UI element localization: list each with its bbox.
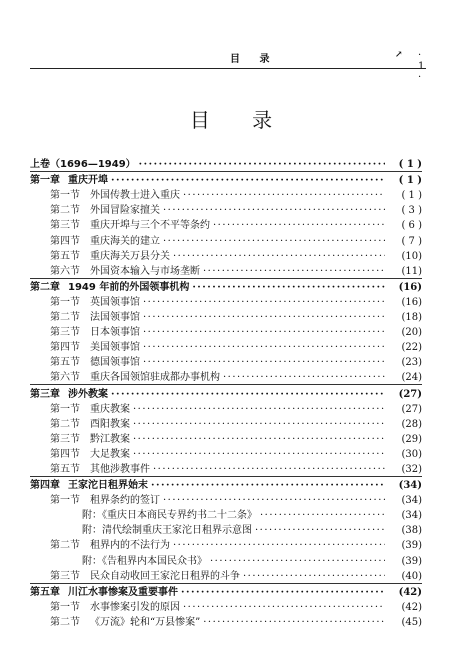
toc-section-number: 第三节 — [50, 570, 80, 582]
toc-section-number: 第五节 — [50, 357, 80, 369]
toc-entry-title: 租界条约的签订 — [90, 495, 160, 507]
toc-page-number: (10) — [401, 250, 422, 262]
toc-page-number: ( 1 ) — [398, 159, 422, 171]
toc-section-number: 第六节 — [50, 265, 80, 277]
toc-page-number: (16) — [401, 296, 422, 308]
toc-entry-label — [50, 495, 160, 507]
toc-entry[interactable] — [30, 568, 422, 583]
toc-section-number: 第五节 — [50, 463, 80, 475]
toc-entry-title: 重庆各国领馆驻成都办事机构 — [90, 372, 220, 384]
toc-section-number: 第五章 — [30, 586, 60, 598]
toc-section-number: 第三章 — [30, 388, 60, 400]
toc-leader-dots — [111, 390, 385, 401]
toc-section-number: 第六节 — [50, 372, 80, 384]
toc-entry-label — [50, 602, 180, 614]
pen-mark: ↗ — [395, 50, 403, 60]
toc-entry[interactable] — [30, 248, 422, 263]
toc-entry[interactable] — [30, 294, 422, 309]
toc-page-number: (34) — [401, 510, 422, 522]
toc-page-number: (32) — [401, 463, 422, 475]
toc-section-number: 第三节 — [50, 220, 80, 232]
toc-page-number: (24) — [401, 372, 422, 384]
running-header — [30, 50, 426, 83]
toc-entry-title: 上卷（1696—1949） — [30, 159, 136, 171]
toc-entry-label — [50, 404, 130, 416]
running-header-title: 目 录 — [230, 54, 278, 65]
toc-page-number: (39) — [401, 540, 422, 552]
toc-page-number: (16) — [398, 281, 422, 293]
toc-entry-label — [50, 342, 140, 354]
toc-entry[interactable] — [30, 552, 422, 567]
toc-entry-title: 重庆海关万县分关 — [90, 250, 170, 262]
toc-entry-title: 涉外教案 — [68, 388, 108, 400]
toc-entry[interactable] — [30, 537, 422, 552]
toc-section-number: 第二节 — [50, 616, 80, 628]
toc-entry[interactable] — [30, 522, 422, 537]
toc-section-number: 第二节 — [50, 418, 80, 430]
toc-entry[interactable] — [30, 431, 422, 446]
toc-entry[interactable] — [30, 384, 422, 400]
toc-entry-label — [30, 389, 108, 401]
toc-entry-title: 外国传教士进入重庆 — [90, 190, 180, 202]
toc-entry-title: 酉阳教案 — [90, 418, 130, 430]
toc-entry-title: 租界内的不法行为 — [90, 540, 170, 552]
toc-leader-dots — [143, 298, 385, 309]
toc-entry-title: 附：《告租界内本国民众书》 — [82, 555, 207, 567]
toc-entry[interactable] — [30, 507, 422, 522]
toc-entry-label — [82, 525, 252, 537]
toc-leader-dots — [183, 603, 385, 614]
toc-section-number: 第四节 — [50, 448, 80, 460]
toc-page-number: (45) — [401, 616, 422, 628]
toc-page-number: (38) — [401, 525, 422, 537]
toc-entry-title: 法国领事馆 — [90, 312, 140, 324]
toc-page-number: (11) — [401, 265, 422, 277]
toc-entry[interactable] — [30, 446, 422, 461]
toc-entry-label — [50, 372, 220, 384]
toc-page-number: ( 3 ) — [401, 205, 422, 217]
toc-entry-label — [50, 571, 240, 583]
toc-page-number: ( 1 ) — [401, 190, 422, 202]
toc-leader-dots — [133, 435, 385, 446]
toc-entry-title: 王家沱日租界始末 — [68, 480, 148, 492]
toc-entry[interactable] — [30, 309, 422, 324]
toc-entry-title: 大足教案 — [90, 448, 130, 460]
toc-leader-dots — [143, 313, 385, 324]
toc-leader-dots — [163, 237, 385, 248]
header-rule — [30, 68, 426, 69]
toc-entry-title: 重庆海关的建立 — [90, 235, 160, 247]
toc-leader-dots — [173, 541, 385, 552]
toc-entry[interactable] — [30, 171, 422, 187]
toc-page-number: (42) — [401, 601, 422, 613]
toc-section-number: 第一节 — [50, 190, 80, 202]
toc-entry-title: 川江水事惨案及重要事件 — [68, 586, 178, 598]
toc-page-number: (29) — [401, 433, 422, 445]
toc-leader-dots — [192, 283, 385, 294]
toc-entry-title: 日本领事馆 — [90, 327, 140, 339]
toc-entry-label — [30, 480, 148, 492]
toc-entry-label — [50, 327, 140, 339]
toc-page-number: (27) — [398, 388, 422, 400]
page-title: 目 录 — [189, 108, 291, 132]
toc-page-number: (34) — [401, 495, 422, 507]
toc-leader-dots — [133, 420, 385, 431]
toc-entry-label — [50, 220, 210, 232]
toc-page-number: ( 6 ) — [401, 220, 422, 232]
toc-page-number: (40) — [401, 570, 422, 582]
table-of-contents — [30, 156, 422, 629]
toc-entry[interactable] — [30, 263, 422, 278]
toc-entry-label — [82, 510, 257, 522]
toc-entry[interactable] — [30, 369, 422, 384]
toc-section-number: 第三节 — [50, 327, 80, 339]
toc-page-number: (42) — [398, 586, 422, 598]
toc-entry[interactable] — [30, 278, 422, 294]
toc-entry-title: 重庆开埠 — [68, 175, 108, 187]
toc-leader-dots — [210, 557, 385, 568]
toc-leader-dots — [183, 191, 385, 202]
toc-leader-dots — [143, 343, 385, 354]
toc-section-number: 第一章 — [30, 175, 60, 187]
toc-leader-dots — [260, 511, 385, 522]
toc-entry-label — [50, 434, 130, 446]
toc-entry-title: 黔江教案 — [90, 433, 130, 445]
toc-leader-dots — [153, 465, 385, 476]
toc-leader-dots — [111, 176, 385, 187]
toc-entry-title: 《万流》轮和“万县惨案” — [90, 616, 201, 628]
toc-entry-label — [30, 587, 178, 599]
toc-section-number: 第五节 — [50, 250, 80, 262]
toc-leader-dots — [255, 526, 385, 537]
toc-page-number: (34) — [398, 480, 422, 492]
toc-entry[interactable] — [30, 324, 422, 339]
toc-entry-label — [30, 159, 136, 171]
toc-entry[interactable] — [30, 232, 422, 247]
toc-entry[interactable] — [30, 416, 422, 431]
toc-entry-title: 重庆教案 — [90, 403, 130, 415]
toc-entry-title: 附：《重庆日本商民专界约书二十二条》 — [82, 510, 257, 522]
toc-leader-dots — [203, 267, 385, 278]
toc-leader-dots — [163, 206, 385, 217]
toc-entry-title: 附：清代绘制重庆王家沱日租界示意图 — [82, 525, 252, 537]
toc-entry-title: 重庆开埠与三个不平等条约 — [90, 220, 210, 232]
toc-page-number: ( 7 ) — [401, 235, 422, 247]
toc-entry[interactable] — [30, 476, 422, 492]
toc-section-number: 第四节 — [50, 235, 80, 247]
toc-entry-title: 外国冒险家擅关 — [90, 205, 160, 217]
toc-section-number: 第二节 — [50, 205, 80, 217]
toc-entry[interactable] — [30, 583, 422, 599]
toc-leader-dots — [133, 405, 385, 416]
toc-section-number: 第二章 — [30, 281, 60, 293]
toc-leader-dots — [213, 221, 385, 232]
toc-entry[interactable] — [30, 492, 422, 507]
toc-leader-dots — [143, 328, 385, 339]
toc-leader-dots — [133, 450, 385, 461]
toc-section-number: 第四节 — [50, 342, 80, 354]
toc-leader-dots — [173, 252, 385, 263]
toc-entry-label — [30, 282, 189, 294]
toc-entry-label — [50, 297, 140, 309]
toc-entry-label — [50, 266, 200, 278]
toc-section-number: 第四章 — [30, 480, 60, 492]
toc-entry[interactable] — [30, 599, 422, 614]
toc-entry-title: 美国领事馆 — [90, 342, 140, 354]
toc-entry-label — [50, 449, 130, 461]
toc-entry-label — [50, 357, 140, 369]
toc-entry[interactable] — [30, 156, 422, 171]
toc-page-number: (18) — [401, 312, 422, 324]
toc-entry[interactable] — [30, 354, 422, 369]
toc-page-number: (39) — [401, 555, 422, 567]
toc-entry[interactable] — [30, 614, 422, 629]
toc-leader-dots — [143, 358, 385, 369]
toc-entry-label — [50, 251, 170, 263]
toc-entry-label — [50, 190, 180, 202]
toc-entry-label — [50, 419, 130, 431]
toc-entry-label — [50, 464, 150, 476]
toc-entry-title: 水事惨案引发的原因 — [90, 601, 180, 613]
toc-entry-label — [50, 312, 140, 324]
toc-entry-title: 1949 年前的外国领事机构 — [68, 281, 190, 293]
toc-section-number: 第三节 — [50, 433, 80, 445]
toc-entry[interactable] — [30, 217, 422, 232]
toc-section-number: 第二节 — [50, 312, 80, 324]
toc-entry[interactable] — [30, 202, 422, 217]
toc-entry-label — [50, 236, 160, 248]
toc-entry[interactable] — [30, 187, 422, 202]
toc-page-number: (20) — [401, 327, 422, 339]
toc-entry-title: 其他涉教事件 — [90, 463, 150, 475]
toc-section-number: 第一节 — [50, 495, 80, 507]
toc-section-number: 第二节 — [50, 540, 80, 552]
toc-entry[interactable] — [30, 401, 422, 416]
page-number: · 1 · — [418, 50, 425, 83]
toc-entry-title: 英国领事馆 — [90, 296, 140, 308]
toc-leader-dots — [139, 160, 385, 171]
toc-leader-dots — [163, 496, 385, 507]
toc-page-number: (28) — [401, 418, 422, 430]
toc-leader-dots — [181, 588, 385, 599]
toc-entry-label — [50, 617, 200, 629]
toc-page-number: (30) — [401, 448, 422, 460]
toc-section-number: 第一节 — [50, 296, 80, 308]
toc-leader-dots — [151, 481, 385, 492]
toc-entry-title: 民众自动收回王家沱日租界的斗争 — [90, 570, 240, 582]
toc-entry-label — [50, 205, 160, 217]
toc-section-number: 第一节 — [50, 601, 80, 613]
toc-page-number: ( 1 ) — [398, 175, 422, 187]
toc-section-number: 第一节 — [50, 403, 80, 415]
toc-entry-label — [30, 175, 108, 187]
toc-page-number: (23) — [401, 357, 422, 369]
toc-leader-dots — [223, 373, 385, 384]
toc-page-number: (22) — [401, 342, 422, 354]
toc-entry-title: 外国资本输入与市场垄断 — [90, 265, 200, 277]
toc-entry-title: 德国领事馆 — [90, 357, 140, 369]
toc-entry-label — [82, 556, 207, 568]
toc-page-number: (27) — [401, 403, 422, 415]
toc-leader-dots — [243, 572, 385, 583]
toc-entry-label — [50, 540, 170, 552]
toc-entry[interactable] — [30, 339, 422, 354]
toc-leader-dots — [203, 618, 385, 629]
toc-entry[interactable] — [30, 461, 422, 476]
